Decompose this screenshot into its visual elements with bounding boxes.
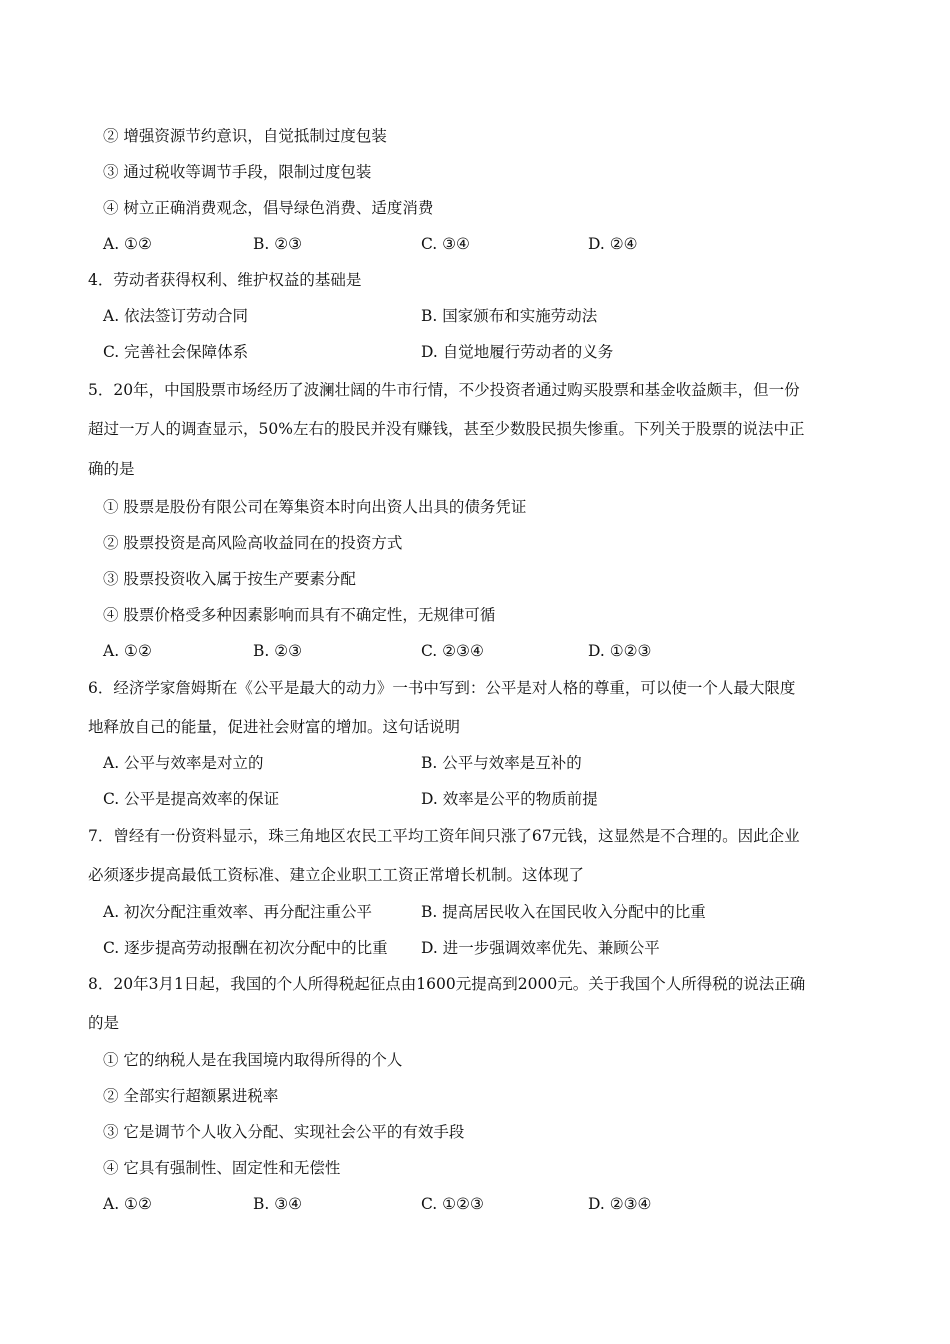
q5-option-a: A. ①②: [103, 642, 152, 660]
q3-item-2: ② 增强资源节约意识，自觉抵制过度包装: [103, 127, 387, 145]
q5-stem-line-1: 5．20年，中国股票市场经历了波澜壮阔的牛市行情，不少投资者通过购买股票和基金收益颇丰，但一份: [88, 381, 800, 399]
q3-option-a: A. ①②: [103, 235, 152, 253]
q4-option-d: D. 自觉地履行劳动者的义务: [421, 343, 614, 361]
q3-option-d: D. ②④: [588, 235, 638, 253]
q5-option-b: B. ②③: [253, 642, 303, 660]
q4-option-c: C. 完善社会保障体系: [103, 343, 249, 361]
q5-item-3: ③ 股票投资收入属于按生产要素分配: [103, 570, 356, 588]
q8-stem-line-2: 的是: [88, 1014, 120, 1032]
q8-stem-line-1: 8．20年3月1日起，我国的个人所得税起征点由1600元提高到2000元。关于我国个人所得税的说法正确: [88, 975, 806, 993]
q3-item-4: ④ 树立正确消费观念，倡导绿色消费、适度消费: [103, 199, 434, 217]
q8-option-d: D. ②③④: [588, 1195, 652, 1213]
q6-stem-line-1: 6．经济学家詹姆斯在《公平是最大的动力》一书中写到：公平是对人格的尊重，可以使一个人最大限度: [88, 679, 796, 697]
q8-option-a: A. ①②: [103, 1195, 152, 1213]
q5-option-c: C. ②③④: [421, 642, 484, 660]
q8-option-b: B. ③④: [253, 1195, 303, 1213]
q5-option-d: D. ①②③: [588, 642, 652, 660]
q6-option-a: A. 公平与效率是对立的: [103, 754, 264, 772]
q5-stem-line-3: 确的是: [88, 460, 135, 478]
q4-option-a: A. 依法签订劳动合同: [103, 307, 249, 325]
q5-item-1: ① 股票是股份有限公司在筹集资本时向出资人出具的债务凭证: [103, 498, 527, 516]
q7-option-a: A. 初次分配注重效率、再分配注重公平: [103, 903, 373, 921]
q3-item-3: ③ 通过税收等调节手段，限制过度包装: [103, 163, 372, 181]
q4-stem: 4．劳动者获得权利、维护权益的基础是: [88, 271, 362, 289]
q6-option-d: D. 效率是公平的物质前提: [421, 790, 598, 808]
q8-item-2: ② 全部实行超额累进税率: [103, 1087, 279, 1105]
q6-option-b: B. 公平与效率是互补的: [421, 754, 582, 772]
q3-option-b: B. ②③: [253, 235, 303, 253]
q8-item-4: ④ 它具有强制性、固定性和无偿性: [103, 1159, 341, 1177]
q5-stem-line-2: 超过一万人的调查显示，50%左右的股民并没有赚钱，甚至少数股民损失惨重。下列关于股票的说法中正: [88, 420, 805, 438]
q5-item-2: ② 股票投资是高风险高收益同在的投资方式: [103, 534, 403, 552]
q8-option-c: C. ①②③: [421, 1195, 484, 1213]
q7-option-c: C. 逐步提高劳动报酬在初次分配中的比重: [103, 939, 388, 957]
q8-item-1: ① 它的纳税人是在我国境内取得所得的个人: [103, 1051, 403, 1069]
q4-option-b: B. 国家颁布和实施劳动法: [421, 307, 598, 325]
q5-item-4: ④ 股票价格受多种因素影响而具有不确定性，无规律可循: [103, 606, 496, 624]
q8-item-3: ③ 它是调节个人收入分配、实现社会公平的有效手段: [103, 1123, 465, 1141]
q6-stem-line-2: 地释放自己的能量，促进社会财富的增加。这句话说明: [88, 718, 461, 736]
q7-option-d: D. 进一步强调效率优先、兼顾公平: [421, 939, 660, 957]
q3-option-c: C. ③④: [421, 235, 470, 253]
q6-option-c: C. 公平是提高效率的保证: [103, 790, 280, 808]
q7-stem-line-2: 必须逐步提高最低工资标准、建立企业职工工资正常增长机制。这体现了: [88, 866, 585, 884]
q7-option-b: B. 提高居民收入在国民收入分配中的比重: [421, 903, 706, 921]
q7-stem-line-1: 7．曾经有一份资料显示，珠三角地区农民工平均工资年间只涨了67元钱，这显然是不合理的。因此企业: [88, 827, 800, 845]
